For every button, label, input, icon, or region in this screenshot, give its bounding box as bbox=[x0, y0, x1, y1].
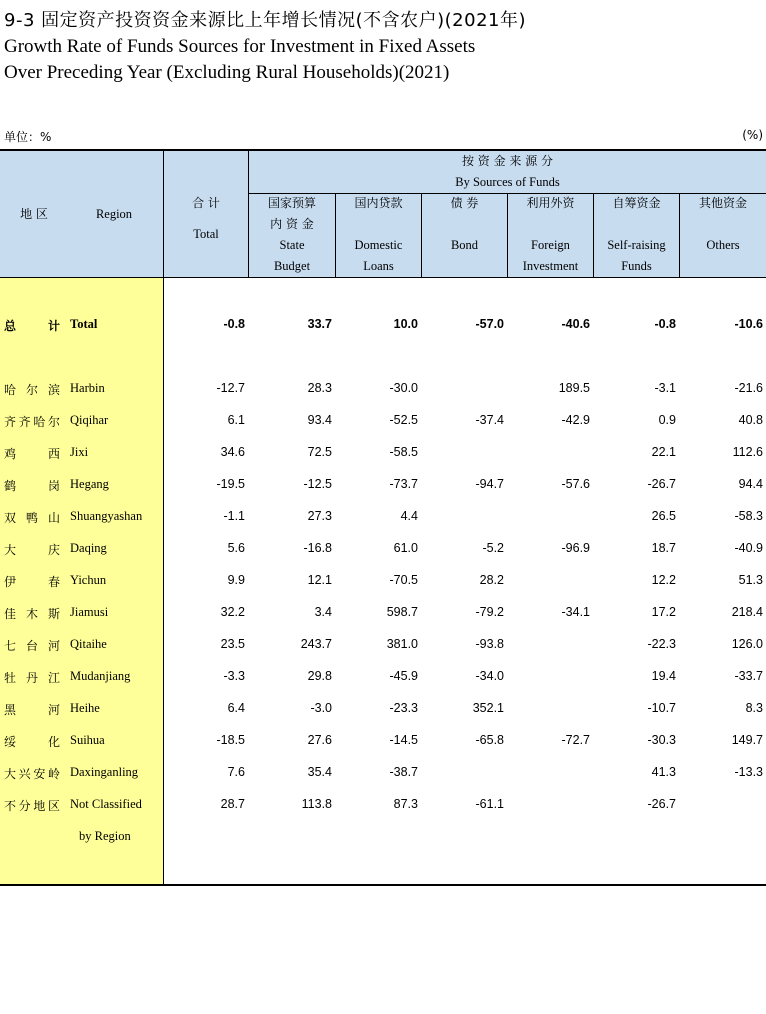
table-title-english-line1: Growth Rate of Funds Sources for Investment in Fixed Assets bbox=[4, 36, 476, 57]
region-name-cn: 大庆 bbox=[4, 543, 60, 557]
value-cell: -94.7 bbox=[475, 477, 504, 491]
value-cell: -58.5 bbox=[389, 445, 418, 459]
value-cell: -21.6 bbox=[734, 381, 763, 395]
value-cell: -10.6 bbox=[734, 317, 763, 331]
value-cell: -26.7 bbox=[647, 797, 676, 811]
value-cell: 12.2 bbox=[651, 573, 676, 587]
region-name-cn: 不分地区 bbox=[4, 799, 60, 813]
region-name-en-continued: by Region bbox=[79, 829, 131, 843]
value-cell: -40.9 bbox=[734, 541, 763, 555]
value-cell: 149.7 bbox=[731, 733, 763, 747]
value-cell: 93.4 bbox=[307, 413, 332, 427]
value-cell: 12.1 bbox=[307, 573, 332, 587]
value-cell: 7.6 bbox=[227, 765, 245, 779]
value-cell: 40.8 bbox=[738, 413, 763, 427]
region-name-cn: 伊春 bbox=[4, 575, 60, 589]
value-cell: -19.5 bbox=[216, 477, 245, 491]
value-cell: -58.3 bbox=[734, 509, 763, 523]
value-cell: 23.5 bbox=[220, 637, 245, 651]
value-cell: 28.2 bbox=[479, 573, 504, 587]
region-name-cn: 黑河 bbox=[4, 703, 60, 717]
value-cell: 6.4 bbox=[227, 701, 245, 715]
region-name-en: Qiqihar bbox=[70, 413, 109, 427]
value-cell: -30.0 bbox=[389, 381, 418, 395]
value-cell: 35.4 bbox=[307, 765, 332, 779]
value-cell: -3.1 bbox=[654, 381, 676, 395]
region-name-en: Harbin bbox=[70, 381, 105, 395]
value-cell: 126.0 bbox=[731, 637, 763, 651]
value-cell: -93.8 bbox=[475, 637, 504, 651]
value-cell: -37.4 bbox=[475, 413, 504, 427]
table-title-english-line2: Over Preceding Year (Excluding Rural Households)(2021) bbox=[4, 62, 450, 83]
value-cell: -5.2 bbox=[482, 541, 504, 555]
unit-percent-label: (%) bbox=[742, 128, 763, 142]
region-name-cn: 齐齐哈尔 bbox=[4, 415, 60, 429]
region-name-cn: 哈尔滨 bbox=[4, 383, 60, 397]
value-cell: -57.0 bbox=[475, 317, 504, 331]
value-cell: 113.8 bbox=[301, 797, 332, 811]
value-cell: -14.5 bbox=[389, 733, 418, 747]
table-row bbox=[0, 443, 766, 463]
value-cell: -3.0 bbox=[310, 701, 332, 715]
value-cell: 10.0 bbox=[393, 317, 418, 331]
header-bottom-rule bbox=[0, 277, 766, 278]
header-source-col-4: 利用外资 Foreign Investment bbox=[522, 196, 579, 273]
value-cell: 61.0 bbox=[393, 541, 418, 555]
header-source-col-3: 债 券 Bond bbox=[450, 196, 479, 252]
value-cell: -23.3 bbox=[389, 701, 418, 715]
value-cell: -45.9 bbox=[389, 669, 418, 683]
value-cell: -40.6 bbox=[561, 317, 590, 331]
value-cell: -38.7 bbox=[389, 765, 418, 779]
value-cell: 17.2 bbox=[651, 605, 676, 619]
table-row bbox=[0, 667, 766, 687]
value-cell: 4.4 bbox=[400, 509, 418, 523]
table-row bbox=[0, 539, 766, 559]
value-cell: -57.6 bbox=[561, 477, 590, 491]
table-bottom-rule bbox=[0, 884, 766, 886]
value-cell: -0.8 bbox=[654, 317, 676, 331]
region-name-en: Jixi bbox=[70, 445, 89, 459]
value-cell: -34.1 bbox=[561, 605, 590, 619]
table-row bbox=[0, 795, 766, 843]
region-name-en: Yichun bbox=[70, 573, 107, 587]
value-cell: 28.7 bbox=[220, 797, 245, 811]
header-total: 合 计 Total bbox=[192, 196, 220, 241]
region-name-cn: 鹤岗 bbox=[4, 479, 60, 493]
value-cell: 32.2 bbox=[220, 605, 245, 619]
value-cell: -1.1 bbox=[223, 509, 245, 523]
unit-label: 单位：% bbox=[4, 130, 52, 144]
value-cell: -65.8 bbox=[475, 733, 504, 747]
value-cell: 26.5 bbox=[651, 509, 676, 523]
region-name-cn: 双鸭山 bbox=[4, 511, 60, 525]
value-cell: 0.9 bbox=[658, 413, 676, 427]
table-row bbox=[0, 315, 766, 335]
header-source-col-2: 国内贷款 Domestic Loans bbox=[354, 196, 403, 273]
region-name-cn: 鸡西 bbox=[4, 447, 60, 461]
value-cell: 8.3 bbox=[745, 701, 763, 715]
value-cell: -0.8 bbox=[223, 317, 245, 331]
value-cell: 18.7 bbox=[651, 541, 676, 555]
region-name-cn: 总计 bbox=[4, 319, 60, 333]
value-cell: -33.7 bbox=[734, 669, 763, 683]
value-cell: 598.7 bbox=[386, 605, 418, 619]
value-cell: 94.4 bbox=[738, 477, 763, 491]
value-cell: -61.1 bbox=[475, 797, 504, 811]
value-cell: 87.3 bbox=[393, 797, 418, 811]
region-name-cn: 七台河 bbox=[4, 639, 60, 653]
table-row bbox=[0, 763, 766, 783]
value-cell: -79.2 bbox=[475, 605, 504, 619]
value-cell: 352.1 bbox=[472, 701, 504, 715]
region-name-en: Heihe bbox=[70, 701, 100, 715]
table-row bbox=[0, 411, 766, 431]
value-cell: -12.7 bbox=[216, 381, 245, 395]
value-cell: 381.0 bbox=[386, 637, 418, 651]
value-cell: -34.0 bbox=[475, 669, 504, 683]
region-name-en: Suihua bbox=[70, 733, 105, 747]
header-source-col-1: 国家预算 内 资 金 State Budget bbox=[267, 196, 316, 273]
value-cell: 5.6 bbox=[227, 541, 245, 555]
header-source-col-5: 自筹资金 Self-raising Funds bbox=[607, 196, 666, 273]
value-cell: 33.7 bbox=[307, 317, 332, 331]
table-row bbox=[0, 507, 766, 527]
value-cell: -26.7 bbox=[647, 477, 676, 491]
table-row bbox=[0, 571, 766, 591]
value-cell: 51.3 bbox=[738, 573, 763, 587]
region-name-cn: 绥化 bbox=[4, 735, 60, 749]
region-name-en: Qitaihe bbox=[70, 637, 107, 651]
value-cell: -16.8 bbox=[303, 541, 332, 555]
value-cell: -12.5 bbox=[303, 477, 332, 491]
value-cell: 22.1 bbox=[651, 445, 676, 459]
region-name-en: Daxinganling bbox=[70, 765, 139, 779]
table-row bbox=[0, 731, 766, 751]
region-name-en: Total bbox=[70, 317, 98, 331]
value-cell: 34.6 bbox=[220, 445, 245, 459]
value-cell: -96.9 bbox=[561, 541, 590, 555]
value-cell: 19.4 bbox=[651, 669, 676, 683]
value-cell: -30.3 bbox=[647, 733, 676, 747]
region-name-en: Daqing bbox=[70, 541, 107, 555]
value-cell: 27.3 bbox=[307, 509, 332, 523]
value-cell: -18.5 bbox=[216, 733, 245, 747]
table-row bbox=[0, 603, 766, 623]
value-cell: 189.5 bbox=[558, 381, 590, 395]
value-cell: -22.3 bbox=[647, 637, 676, 651]
header-region-en: Region bbox=[95, 207, 133, 221]
region-name-cn: 大兴安岭 bbox=[4, 767, 60, 781]
value-cell: 112.6 bbox=[732, 445, 763, 459]
table-row bbox=[0, 635, 766, 655]
value-cell: -10.7 bbox=[647, 701, 676, 715]
value-cell: -13.3 bbox=[734, 765, 763, 779]
value-cell: -3.3 bbox=[223, 669, 245, 683]
value-cell: 72.5 bbox=[307, 445, 332, 459]
region-name-en: Mudanjiang bbox=[70, 669, 131, 683]
value-cell: 29.8 bbox=[307, 669, 332, 683]
region-name-cn: 牡丹江 bbox=[4, 671, 60, 685]
header-region-cn: 地 区 bbox=[20, 207, 48, 221]
table-row bbox=[0, 379, 766, 399]
table-title-chinese: 9-3 固定资产投资资金来源比上年增长情况(不含农户)(2021年) bbox=[4, 10, 527, 31]
region-name-en: Hegang bbox=[70, 477, 109, 491]
region-name-en: Jiamusi bbox=[70, 605, 109, 619]
value-cell: 9.9 bbox=[227, 573, 245, 587]
value-cell: -52.5 bbox=[389, 413, 418, 427]
value-cell: 27.6 bbox=[307, 733, 332, 747]
header-sources-group: 按 资 金 来 源 分 By Sources of Funds bbox=[455, 154, 560, 189]
header-source-col-6: 其他资金 Others bbox=[698, 196, 747, 252]
region-name-cn: 佳木斯 bbox=[4, 607, 60, 621]
value-cell: 6.1 bbox=[227, 413, 245, 427]
value-cell: -73.7 bbox=[389, 477, 418, 491]
value-cell: 3.4 bbox=[314, 605, 332, 619]
region-name-en: Shuangyashan bbox=[70, 509, 143, 523]
value-cell: -42.9 bbox=[561, 413, 590, 427]
value-cell: -70.5 bbox=[389, 573, 418, 587]
value-cell: 243.7 bbox=[300, 637, 332, 651]
table-row bbox=[0, 699, 766, 719]
value-cell: 41.3 bbox=[651, 765, 676, 779]
table-row bbox=[0, 475, 766, 495]
region-name-en: Not Classified bbox=[70, 797, 142, 811]
value-cell: 218.4 bbox=[731, 605, 763, 619]
value-cell: -72.7 bbox=[561, 733, 590, 747]
value-cell: 28.3 bbox=[307, 381, 332, 395]
